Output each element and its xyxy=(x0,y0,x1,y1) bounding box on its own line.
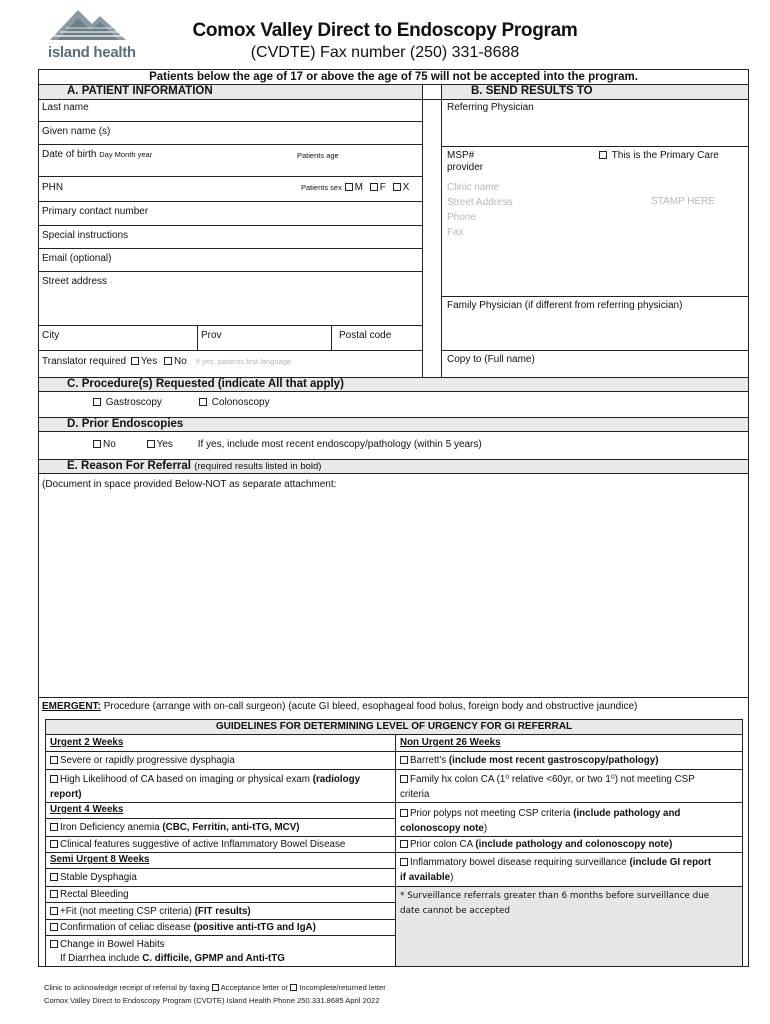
translator-yes-checkbox[interactable] xyxy=(131,357,139,365)
list-item: Family hx colon CA (1⁰ relative <60yr, or two 1⁰) not meeting CSP criteria xyxy=(400,774,695,800)
gastroscopy-checkbox[interactable] xyxy=(93,398,101,406)
clinic-stamp-area: Clinic name Street Address Phone Fax xyxy=(447,182,513,238)
primary-contact-field[interactable]: Primary contact number xyxy=(42,206,149,217)
last-name-field[interactable]: Last name xyxy=(42,102,89,113)
colonoscopy-checkbox[interactable] xyxy=(199,398,207,406)
list-item: Prior polyps not meeting CSP criteria (include pathology and colonoscopy note) xyxy=(400,808,681,834)
msp-field[interactable]: MSP# provider xyxy=(447,150,484,173)
age-notice: Patients below the age of 17 or above the age of 75 will not be accepted into the program. xyxy=(149,71,638,83)
stamp-here-label: STAMP HERE xyxy=(651,196,716,207)
given-name-field[interactable]: Given name (s) xyxy=(42,126,111,137)
prior-yes-checkbox[interactable] xyxy=(147,440,155,448)
list-item: High Likelihood of CA based on imaging or physical exam (radiology report) xyxy=(50,774,361,800)
province-field[interactable]: Prov xyxy=(201,330,222,341)
city-field[interactable]: City xyxy=(42,330,60,341)
urgency-guidelines-table xyxy=(45,719,743,967)
list-item: Barrett's (include most recent gastroscopy/pathology) xyxy=(400,755,658,766)
list-item: +Fit (not meeting CSP criteria) (FIT results) xyxy=(50,906,251,917)
postal-code-field[interactable]: Postal code xyxy=(339,330,392,341)
dob-field[interactable]: Date of birth Day Month year xyxy=(42,149,153,160)
prior-endoscopies-row: No Yes If yes, include most recent endoscopy/pathology (within 5 years) xyxy=(93,439,482,450)
surveillance-note: * Surveillance referrals greater than 6 months before surveillance due date cannot be accepted xyxy=(400,891,710,916)
sex-m-checkbox[interactable] xyxy=(345,183,353,191)
referral-form xyxy=(38,69,749,967)
list-item: Stable Dysphagia xyxy=(50,872,137,883)
reason-text-area[interactable] xyxy=(39,490,748,695)
prior-no-checkbox[interactable] xyxy=(93,440,101,448)
section-b-header: B. SEND RESULTS TO xyxy=(441,85,748,99)
list-item: Prior colon CA (include pathology and colonoscopy note) xyxy=(400,839,672,850)
translator-no-checkbox[interactable] xyxy=(164,357,172,365)
footer-program-info: Comox Valley Direct to Endoscopy Program (CVDTE) Island Health Phone 250.331.8685 April 2022 xyxy=(44,996,380,1005)
section-d-header: D. Prior Endoscopies xyxy=(39,417,748,432)
list-item: Confirmation of celiac disease (positive anti-tTG and IgA) xyxy=(50,922,316,933)
list-item: Rectal Bleeding xyxy=(50,889,129,900)
guidelines-title: GUIDELINES FOR DETERMINING LEVEL OF URGENCY FOR GI REFERRAL xyxy=(215,721,573,732)
patient-age-field[interactable]: Patients age xyxy=(297,151,339,160)
phn-field[interactable]: PHN xyxy=(42,182,64,193)
page-title: Comox Valley Direct to Endoscopy Program xyxy=(192,20,578,41)
special-instructions-field[interactable]: Special instructions xyxy=(42,230,129,241)
page-subtitle: (CVDTE) Fax number (250) 331-8688 xyxy=(250,44,520,61)
list-item: Severe or rapidly progressive dysphagia xyxy=(50,755,235,766)
logo-text: island health xyxy=(48,44,136,61)
patient-sex-field[interactable]: Patients sex M F X xyxy=(301,182,410,193)
list-item: Inflammatory bowel disease requiring surveillance (include GI report if available) xyxy=(400,857,712,883)
list-item: Clinical features suggestive of active Inflammatory Bowel Disease xyxy=(50,839,345,850)
gastroscopy-option[interactable]: Gastroscopy xyxy=(93,397,162,408)
list-item: Change in Bowel Habits If Diarrhea include C. difficile, GPMP and Anti-tTG xyxy=(50,938,285,966)
primary-care-checkbox[interactable] xyxy=(599,151,607,159)
translator-field[interactable]: Translator required Yes No If yes, patients first language xyxy=(42,356,292,367)
urgent-2-weeks-heading: Urgent 2 Weeks xyxy=(50,737,124,748)
footer-acknowledgement: Clinic to acknowledge receipt of referral by faxing Acceptance letter or Incomplete/returned letter xyxy=(44,983,386,992)
urgent-4-weeks-heading: Urgent 4 Weeks xyxy=(50,804,124,815)
primary-care-checkbox-row[interactable]: This is the Primary Care xyxy=(599,150,719,161)
street-address-field[interactable]: Street address xyxy=(42,276,108,287)
reason-instructions: (Document in space provided Below-NOT as separate attachment: xyxy=(42,479,337,490)
section-a-header: A. PATIENT INFORMATION xyxy=(39,85,422,99)
section-c-header: C. Procedure(s) Requested (indicate All that apply) xyxy=(39,377,748,392)
colonoscopy-option[interactable]: Colonoscopy xyxy=(199,397,270,408)
section-e-header: E. Reason For Referral (required results listed in bold) xyxy=(39,459,748,474)
semi-urgent-8-weeks-heading: Semi Urgent 8 Weeks xyxy=(50,854,150,865)
family-physician-field[interactable]: Family Physician (if different from referring physician) xyxy=(447,300,683,311)
email-field[interactable]: Email (optional) xyxy=(42,253,112,264)
non-urgent-26-weeks-heading: Non Urgent 26 Weeks xyxy=(400,737,501,748)
sex-x-checkbox[interactable] xyxy=(393,183,401,191)
list-item: Iron Deficiency anemia (CBC, Ferritin, anti-tTG, MCV) xyxy=(50,822,300,833)
sex-f-checkbox[interactable] xyxy=(370,183,378,191)
emergent-note: EMERGENT: Procedure (arrange with on-call surgeon) (acute GI bleed, esophageal food bolus, foreign body and obstructive jaundice) xyxy=(42,701,638,712)
copy-to-field[interactable]: Copy to (Full name) xyxy=(447,354,535,365)
referring-physician-field[interactable]: Referring Physician xyxy=(447,102,534,113)
